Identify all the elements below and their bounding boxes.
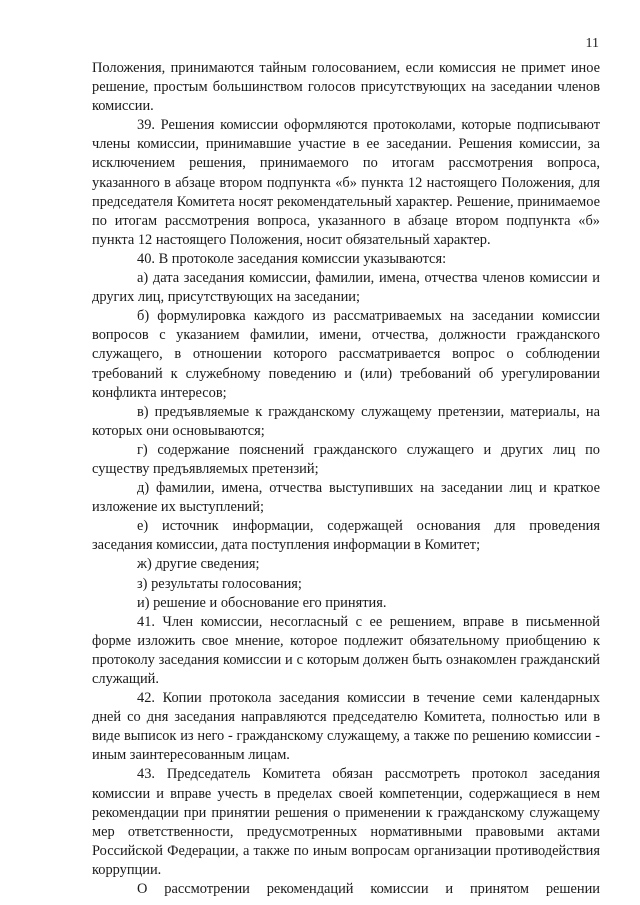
page-number: 11	[585, 36, 599, 51]
list-item-b: б) формулировка каждого из рассматриваемых на заседании комиссии вопросов с указанием фамилии, имени, отчества, должности гражданского служащего, в отношении которого рассматривается вопрос о соблюдении требований к служебному поведению и (или) требований об урегулировании конфликта интересов;	[92, 308, 600, 401]
paragraph-40: 40. В протоколе заседания комиссии указываются:	[137, 250, 447, 267]
paragraph-continued: О рассмотрении рекомендаций комиссии и принятом решении	[137, 881, 600, 898]
document-body	[92, 59, 600, 899]
list-item-a: а) дата заседания комиссии, фамилии, имена, отчества членов комиссии и других лиц, присутствующих на заседании;	[92, 270, 600, 306]
list-item-zh: ж) другие сведения;	[137, 556, 260, 573]
list-item-d: д) фамилии, имена, отчества выступивших на заседании лиц и краткое изложение их выступлений;	[92, 480, 600, 516]
paragraph-41: 41. Член комиссии, несогласный с ее решением, вправе в письменной форме изложить свое мнение, которое подлежит обязательному приобщению к протоколу заседания комиссии и с которым должен быть ознакомлен гражданский служащий.	[92, 613, 600, 687]
list-item-e: е) источник информации, содержащей основания для проведения заседания комиссии, дата поступления информации в Комитет;	[92, 518, 600, 554]
list-item-i: и) решение и обоснование его принятия.	[137, 594, 387, 611]
paragraph-43: 43. Председатель Комитета обязан рассмотреть протокол заседания комиссии и вправе учесть в пределах своей компетенции, содержащиеся в нем рекомендации при принятии решения о применении к гражданскому служащему мер ответственности, предусмотренных нормативными правовыми актами Российской Федерации, а также по иным вопросам организации противодействия коррупции.	[92, 766, 600, 878]
list-item-v: в) предъявляемые к гражданскому служащему претензии, материалы, на которых они основываются;	[92, 403, 600, 439]
list-item-g: г) содержание пояснений гражданского служащего и других лиц по существу предъявляемых претензий;	[92, 441, 600, 477]
list-item-z: з) результаты голосования;	[137, 575, 302, 592]
paragraph-42: 42. Копии протокола заседания комиссии в течение семи календарных дней со дня заседания направляются председателю Комитета, полностью или в виде выписок из него - гражданскому служащему, а также по решению комиссии - иным заинтересованным лицам.	[92, 690, 600, 764]
paragraph-39: 39. Решения комиссии оформляются протоколами, которые подписывают члены комиссии, принимавшие участие в ее заседании. Решения комиссии, за исключением решения, принимаемого по итогам рассмотрения вопроса, указанного в абзаце втором подпункта «б» пункта 12 настоящего Положения, для председателя Комитета носят рекомендательный характер. Решение, принимаемое по итогам рассмотрения вопроса, указанного в абзаце втором подпункта «б» пункта 12 настоящего Положения, носит обязательный характер.	[92, 117, 600, 248]
paragraph-38-continuation: Положения, принимаются тайным голосованием, если комиссия не примет иное решение, простым большинством голосов присутствующих на заседании членов комиссии.	[92, 60, 600, 115]
